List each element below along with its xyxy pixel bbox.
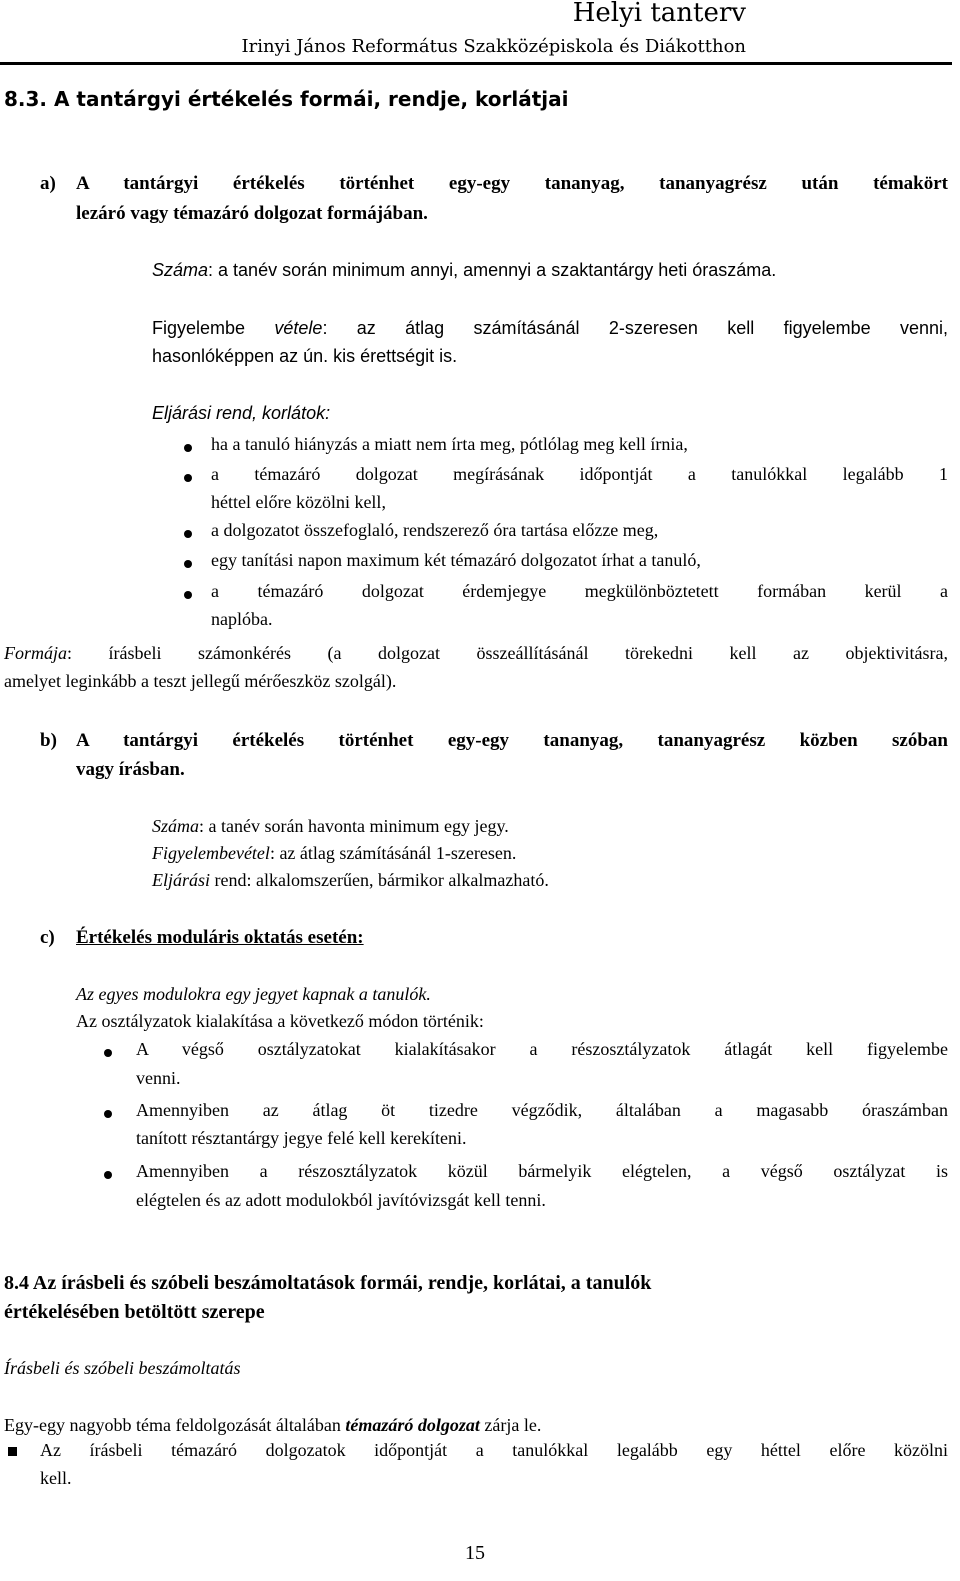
bullet-icon (184, 474, 192, 482)
list-item-continued: naplóba. (211, 609, 273, 629)
item-b-line2: vagy írásban. (76, 759, 185, 780)
formaja-line2: amelyet leginkább a teszt jellegű mérőeszköz szolgál). (4, 671, 397, 691)
item-a-marker: a) (40, 173, 56, 194)
list-item: a témazáró dolgozat érdemjegye megkülönböztetett formában kerül a (211, 581, 948, 601)
szama-text: : a tanév során minimum annyi, amennyi a szaktantárgy heti óraszáma. (208, 260, 777, 280)
section-8-3-title: 8.3. A tantárgyi értékelés formái, rendje, korlátjai (4, 87, 569, 111)
paragraph-text: Egy-egy nagyobb téma feldolgozását általában (4, 1415, 346, 1435)
item-a-line1: A tantárgyi értékelés történhet egy-egy tananyag, tananyagrész után témakört (76, 173, 948, 194)
item-c-intro: Az osztályzatok kialakítása a következő módon történik: (76, 1011, 484, 1031)
list-item: Amennyiben a részosztályzatok közül bármelyik elégtelen, a végső osztályzat is (136, 1161, 948, 1181)
list-item-continued: venni. (136, 1068, 181, 1088)
formaja-line1 (4, 643, 948, 664)
bullet-icon (184, 591, 192, 599)
page-number: 15 (465, 1542, 485, 1564)
header-subtitle: Irinyi János Református Szakközépiskola és Diákotthon (241, 36, 746, 57)
bullet-icon (184, 560, 192, 568)
item-b-marker: b) (40, 730, 57, 751)
paragraph-emphasis: témazáró dolgozat (345, 1415, 480, 1435)
section-8-4-paragraph (4, 1415, 541, 1436)
vetele-label: vétele (274, 318, 323, 338)
figyelembe-label: Figyelembe (152, 318, 275, 338)
header-title: Helyi tanterv (572, 0, 746, 28)
list-item-continued: elégtelen és az adott modulokból javítóvizsgát kell tenni. (136, 1190, 546, 1210)
list-item: a dolgozatot összefoglaló, rendszerező óra tartása előzze meg, (211, 520, 659, 540)
eljarasi-label: Eljárási (152, 870, 211, 890)
item-a-figyelembe-line1 (152, 318, 948, 339)
item-b-line1: A tantárgyi értékelés történhet egy-egy tananyag, tananyagrész közben szóban (76, 730, 948, 751)
formaja-label: Formája (4, 643, 67, 663)
section-8-4-title-line1: 8.4 Az írásbeli és szóbeli beszámoltatások formái, rendje, korlátai, a tanulók (4, 1272, 652, 1294)
eljarasi-rend-label: Eljárási rend, korlátok: (152, 403, 331, 423)
item-c-intro-italic: Az egyes modulokra egy jegyet kapnak a tanulók. (76, 984, 431, 1004)
list-item: ha a tanuló hiányzás a miatt nem írta meg, pótlólag meg kell írnia, (211, 434, 688, 454)
header-divider (0, 62, 952, 65)
item-b-eljarasi (152, 870, 549, 891)
list-item: Amennyiben az átlag öt tizedre végződik, általában a magasabb óraszámban (136, 1100, 948, 1120)
figyelembevetel-label: Figyelembevétel (152, 843, 270, 863)
list-item-continued: kell. (40, 1468, 72, 1488)
section-8-4-subtitle: Írásbeli és szóbeli beszámoltatás (4, 1358, 241, 1378)
figyelembevetel-text: : az átlag számításánál 1-szeresen. (269, 843, 517, 863)
item-a-figyelembe-line2: hasonlóképpen az ún. kis érettségit is. (152, 346, 458, 366)
szama-label: Száma (152, 816, 200, 836)
list-item-continued: tanított résztantárgy jegye felé kell kerekíteni. (136, 1128, 467, 1148)
item-a-line2: lezáró vagy témazáró dolgozat formájában. (76, 203, 428, 224)
item-a-szama (152, 260, 776, 281)
list-item: Az írásbeli témazáró dolgozatok időpontját a tanulókkal legalább egy héttel előre közölni (40, 1440, 948, 1460)
list-item: egy tanítási napon maximum két témazáró dolgozatot írhat a tanuló, (211, 550, 701, 570)
figyelembe-text: : az átlag számításánál 2-szeresen kell figyelembe venni, (322, 318, 949, 338)
eljarasi-text: rend: alkalomszerűen, bármikor alkalmazható. (210, 870, 549, 890)
item-b-figyelembevetel (152, 843, 516, 864)
list-item: a témazáró dolgozat megírásának időpontját a tanulókkal legalább 1 (211, 464, 948, 484)
paragraph-text-end: zárja le. (479, 1415, 542, 1435)
item-b-szama (152, 816, 509, 837)
list-item-continued: héttel előre közölni kell, (211, 492, 386, 512)
szama-label: Száma (152, 260, 209, 280)
bullet-icon (104, 1110, 112, 1118)
item-c-marker: c) (40, 927, 55, 948)
bullet-icon (184, 530, 192, 538)
section-8-4-title-line2: értékelésében betöltött szerepe (4, 1301, 265, 1323)
szama-text: : a tanév során havonta minimum egy jegy. (199, 816, 509, 836)
formaja-text: : írásbeli számonkérés (a dolgozat összeállításánál törekedni kell az objektivitásra, (67, 643, 948, 663)
bullet-icon (184, 444, 192, 452)
square-bullet-icon (8, 1447, 17, 1456)
bullet-icon (104, 1049, 112, 1057)
bullet-icon (104, 1171, 112, 1179)
list-item: A végső osztályzatokat kialakításakor a részosztályzatok átlagát kell figyelembe (136, 1039, 948, 1059)
item-c-title: Értékelés moduláris oktatás esetén: (76, 927, 364, 948)
